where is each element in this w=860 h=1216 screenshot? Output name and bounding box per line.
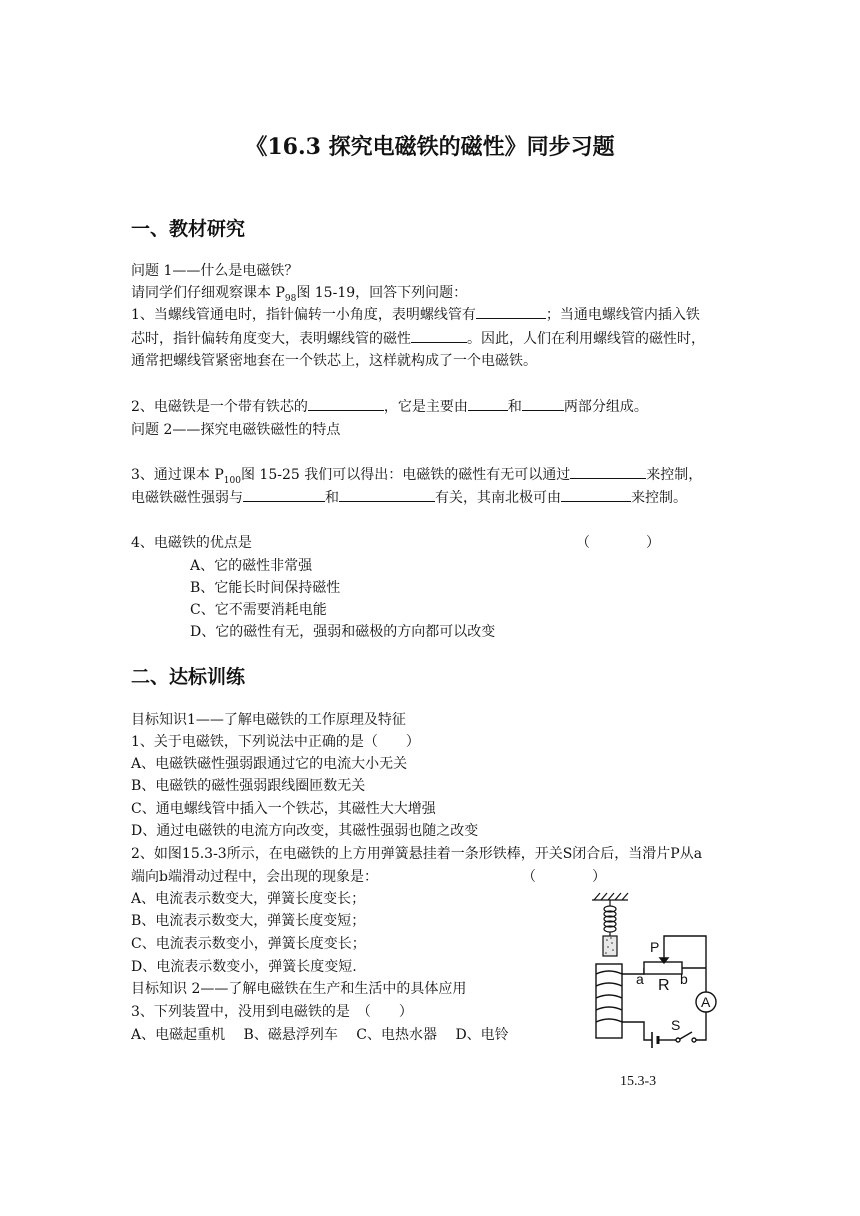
s2-question2-line2: 端向b端滑动过程中，会出现的现象是：: [131, 869, 378, 885]
blank-field: [339, 487, 435, 502]
ceiling-support: [592, 893, 628, 900]
s2-q1-option-d: D、通过电磁铁的电流方向改变，其磁性强弱也随之改变: [131, 823, 479, 839]
s2-question2-line1: 2、如图15.3-3所示，在电磁铁的上方用弹簧悬挂着一条形铁棒，开关S闭合后，当滑片P从a: [131, 846, 703, 862]
s2-q3-options: A、电磁起重机 B、磁悬浮列车 C、电热水器 D、电铃: [131, 1027, 509, 1043]
s2-q2-option-d: D、电流表示数变小，弹簧长度变短.: [131, 959, 357, 975]
page-title: 《16.3 探究电磁铁的磁性》同步习题: [245, 134, 615, 160]
blank-field: [561, 487, 631, 502]
electromagnet-core: [596, 964, 622, 1038]
section2-heading: 二、达标训练: [131, 666, 246, 688]
label-b: b: [680, 971, 688, 987]
blank-field: [308, 396, 384, 411]
label-r: R: [658, 977, 670, 994]
s2-question1: 1、关于电磁铁，下列说法中正确的是（ ）: [131, 734, 420, 750]
item3-line2: 电磁铁磁性强弱与 和 有关，其南北极可由 来控制。: [131, 487, 687, 509]
label-ammeter: A: [701, 994, 711, 1010]
question2-title: 问题 2——探究电磁铁磁性的特点: [131, 422, 341, 438]
s2-question3: 3、下列装置中，没用到电磁铁的是 （ ）: [131, 1004, 413, 1020]
blank-field: [468, 396, 508, 411]
s2-q1-option-b: B、电磁铁的磁性强弱跟线圈匝数无关: [131, 778, 366, 794]
circuit-figure: [570, 880, 730, 1050]
figure-caption: 15.3-3: [620, 1074, 657, 1089]
goal2: 目标知识 2——了解电磁铁在生产和生活中的具体应用: [131, 981, 467, 997]
item4-answer-paren: （ ）: [576, 535, 660, 551]
label-s: S: [671, 1017, 681, 1033]
item2: 2、电磁铁是一个带有铁芯的 ，它是主要由 和 两部分组成。: [131, 396, 648, 418]
item4-option-d: D、它的磁性有无，强弱和磁极的方向都可以改变: [190, 624, 496, 640]
iron-bar: [603, 936, 617, 956]
item4: 4、电磁铁的优点是: [131, 535, 252, 551]
s2-q1-option-a: A、电磁铁磁性强弱跟通过它的电流大小无关: [131, 756, 408, 772]
switch-s: [676, 1032, 696, 1042]
battery: [652, 1032, 658, 1048]
item4-option-a: A、它的磁性非常强: [190, 558, 313, 574]
item4-option-b: B、它能长时间保持磁性: [190, 580, 341, 596]
item3-line1: 3、通过课本 $P_{100}$图 15-25 我们可以得出：电磁铁的磁性有无可以通过 来控制，: [131, 464, 702, 492]
question1-title: 问题 1——什么是电磁铁？: [131, 263, 299, 279]
blank-field: [522, 396, 564, 411]
spring: [604, 900, 616, 936]
item1-line2: 芯时，指针偏转角度变大，表明螺线管的磁性 。因此，人们在利用螺线管的磁性时，: [131, 328, 705, 350]
label-a: a: [636, 971, 644, 987]
blank-field: [570, 464, 646, 479]
s2-q1-option-c: C、通电螺线管中插入一个铁芯，其磁性大大增强: [131, 801, 436, 817]
goal1: 目标知识1——了解电磁铁的工作原理及特征: [131, 712, 406, 728]
s2-q2-option-a: A、电流表示数变大，弹簧长度变长；: [131, 891, 366, 907]
blank-field: [411, 328, 467, 343]
label-p: P: [650, 939, 660, 955]
question1-intro: 请同学们仔细观察课本 $P_{98}$图 15-19，回答下列问题：: [131, 285, 468, 304]
item4-option-c: C、它不需要消耗电能: [190, 602, 327, 618]
s2-q2-answer-paren: （ ）: [522, 869, 606, 885]
s2-q2-option-c: C、电流表示数变小，弹簧长度变长；: [131, 936, 366, 952]
rheostat: [644, 962, 682, 974]
section1-heading: 一、教材研究: [131, 218, 246, 240]
s2-q2-option-b: B、电流表示数变大，弹簧长度变短；: [131, 913, 366, 929]
item1-line3: 通常把螺线管紧密地套在一个铁芯上，这样就构成了一个电磁铁。: [131, 353, 537, 369]
blank-field: [476, 304, 546, 319]
item1-line1: 1、当螺线管通电时，指针偏转一小角度，表明螺线管有 ；当通电螺线管内插入铁: [131, 304, 700, 326]
blank-field: [243, 487, 325, 502]
